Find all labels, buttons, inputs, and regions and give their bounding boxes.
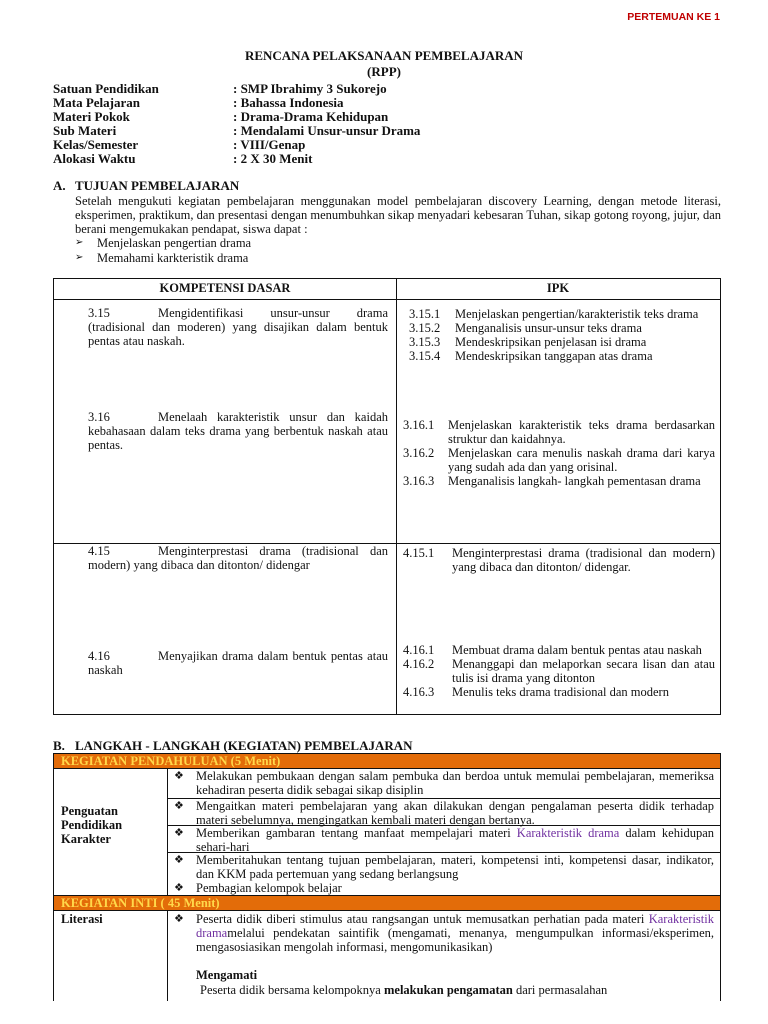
inti-header: KEGIATAN INTI ( 45 Menit) bbox=[54, 896, 720, 910]
diamond-bullet-icon: ❖ bbox=[174, 913, 184, 925]
activity-item bbox=[174, 912, 714, 954]
objective-text: Memahami karkteristik drama bbox=[97, 250, 249, 265]
diamond-bullet-icon: ❖ bbox=[174, 882, 184, 894]
ipk-item bbox=[403, 446, 715, 474]
kd-column-header: KOMPETENSI DASAR bbox=[159, 281, 291, 295]
ipk-code: 3.15.4 bbox=[409, 349, 441, 363]
ipk-item bbox=[403, 546, 715, 574]
ipk-code: 3.16.1 bbox=[403, 418, 435, 432]
competency-table bbox=[53, 278, 721, 715]
activity-text-end: melalui pendekatan saintifik (mengamati, menanya, mengumpulkan informasi/eksperimen, mengasosiasikan mengolah informasi, mengomunikasikan) bbox=[196, 926, 714, 954]
activity-text-start: Peserta didik diberi stimulus atau rangsangan untuk memusatkan perhatian pada materi bbox=[196, 912, 649, 926]
kd-code: 3.16 bbox=[88, 410, 110, 424]
identity-value: : Bahassa Indonesia bbox=[233, 95, 344, 110]
activity-text: Melakukan pembukaan dengan salam pembuka dan berdoa untuk memulai pembelajaran, memeriksa kehadiran peserta didik sebagai sikap disiplin bbox=[196, 769, 714, 797]
activity-item bbox=[174, 826, 714, 854]
ipk-code: 3.15.1 bbox=[409, 307, 441, 321]
section-a-number: A. bbox=[53, 178, 66, 193]
ipk-text: Menganalisis langkah- langkah pementasan drama bbox=[448, 474, 701, 488]
ipk-text: Mendeskripsikan penjelasan isi drama bbox=[455, 335, 647, 349]
activity-text: Pembagian kelompok belajar bbox=[196, 881, 342, 895]
diamond-bullet-icon: ❖ bbox=[174, 854, 184, 866]
topic-highlight: Karakteristik drama bbox=[516, 826, 620, 840]
identity-value: : SMP Ibrahimy 3 Sukorejo bbox=[233, 81, 387, 96]
ipk-list bbox=[403, 643, 715, 699]
identity-label: Alokasi Waktu bbox=[53, 151, 136, 166]
identity-value: : Drama-Drama Kehidupan bbox=[233, 109, 389, 124]
activity-text bbox=[196, 912, 714, 954]
ipk-code: 3.15.2 bbox=[409, 321, 441, 335]
ipk-item bbox=[409, 335, 715, 349]
activity-text-end: dalam kehidupan sehari-hari bbox=[196, 826, 715, 854]
activity-item bbox=[174, 881, 714, 895]
activities-table bbox=[53, 753, 721, 1001]
identity-row bbox=[53, 82, 420, 96]
ppk-label: Penguatan Pendidikan Karakter bbox=[61, 804, 123, 846]
activity-item bbox=[200, 983, 714, 997]
literasi-label: Literasi bbox=[61, 912, 103, 926]
identity-value: : 2 X 30 Menit bbox=[233, 151, 313, 166]
ipk-item bbox=[403, 685, 715, 699]
kd-code: 4.16 bbox=[88, 649, 110, 663]
ipk-code: 4.16.3 bbox=[403, 685, 435, 699]
identity-label: Satuan Pendidikan bbox=[53, 81, 159, 96]
ipk-item bbox=[409, 307, 715, 321]
diamond-bullet-icon: ❖ bbox=[174, 770, 184, 782]
kd-item bbox=[88, 649, 388, 677]
activity-text-start: Peserta didik bersama kelompoknya bbox=[200, 983, 384, 997]
identity-value: : Mendalami Unsur-unsur Drama bbox=[233, 123, 421, 138]
ipk-code: 3.16.3 bbox=[403, 474, 435, 488]
row-divider bbox=[54, 910, 720, 911]
objective-text: Menjelaskan pengertian drama bbox=[97, 235, 252, 250]
section-b-number: B. bbox=[53, 738, 65, 753]
ipk-column-header: IPK bbox=[546, 281, 570, 295]
activity-text-start: Memberikan gambaran tentang manfaat mempelajari materi bbox=[196, 826, 517, 840]
identity-block bbox=[53, 82, 420, 166]
ipk-code: 3.15.3 bbox=[409, 335, 441, 349]
activity-item bbox=[174, 769, 714, 797]
identity-label: Mata Pelajaran bbox=[53, 95, 141, 110]
identity-row bbox=[53, 110, 420, 124]
kd-text: Menyajikan drama dalam bentuk pentas atau naskah bbox=[88, 649, 388, 677]
kd-text: Menginterprestasi drama (tradisional dan modern) yang dibaca dan ditonton/ didengar bbox=[88, 544, 388, 572]
identity-row bbox=[53, 152, 420, 166]
identity-label: Kelas/Semester bbox=[53, 137, 139, 152]
doc-subtitle: (RPP) bbox=[367, 64, 401, 79]
identity-row bbox=[53, 138, 420, 152]
row-divider bbox=[54, 299, 720, 300]
mengamati-label: Mengamati bbox=[196, 968, 258, 982]
kd-code: 3.15 bbox=[88, 306, 110, 320]
activity-item bbox=[174, 799, 714, 827]
meeting-label: PERTEMUAN KE 1 bbox=[627, 11, 720, 23]
objective-list bbox=[75, 235, 251, 265]
kd-code: 4.15 bbox=[88, 544, 110, 558]
ipk-text: Membuat drama dalam bentuk pentas atau naskah bbox=[452, 643, 702, 657]
section-b-title: LANGKAH - LANGKAH (KEGIATAN) PEMBELAJARAN bbox=[75, 738, 413, 753]
doc-title: RENCANA PELAKSANAAN PEMBELAJARAN bbox=[244, 48, 524, 63]
section-b-heading bbox=[53, 739, 413, 753]
ipk-list bbox=[409, 307, 715, 363]
diamond-bullet-icon: ❖ bbox=[174, 800, 184, 812]
kd-item bbox=[88, 410, 388, 452]
identity-label: Materi Pokok bbox=[53, 109, 130, 124]
ipk-text: Menginterprestasi drama (tradisional dan modern) yang dibaca dan ditonton/ didengar. bbox=[452, 546, 715, 574]
ipk-text: Menjelaskan pengertian/karakteristik teks drama bbox=[455, 307, 699, 321]
kd-item bbox=[88, 544, 388, 572]
ipk-item bbox=[403, 474, 715, 488]
section-a-paragraph: Setelah mengukuti kegiatan pembelajaran menggunakan model pembelajaran discovery Learning, dengan metode literasi, eksperimen, praktikum, dan presentasi dengan menumbuhkan sikap menyadari kebesaran Tuhan, sikap gotong royong, jujur, dan berani mengemukakan pendapat, siswa dapat : bbox=[75, 194, 721, 236]
topic-highlight: Karakteristik drama bbox=[196, 912, 714, 940]
ipk-code: 4.16.1 bbox=[403, 643, 435, 657]
activity-text: Mengaitkan materi pembelajaran yang akan dilakukan dengan pengalaman peserta didik terhadap materi sebelumnya, mengingatkan kembali materi dengan bertanya. bbox=[196, 799, 714, 827]
kd-text: Mengidentifikasi unsur-unsur drama (tradisional dan moderen) yang disajikan dalam bentuk pentas atau naskah. bbox=[88, 306, 388, 348]
column-divider bbox=[167, 910, 168, 1001]
ipk-text: Menganalisis unsur-unsur teks drama bbox=[455, 321, 642, 335]
activity-text bbox=[200, 983, 714, 997]
identity-value: : VIII/Genap bbox=[233, 137, 306, 152]
ipk-item bbox=[403, 643, 715, 657]
pendahuluan-header: KEGIATAN PENDAHULUAN (5 Menit) bbox=[54, 754, 720, 768]
ipk-item bbox=[403, 418, 715, 446]
ipk-item bbox=[409, 321, 715, 335]
activity-text bbox=[196, 826, 714, 854]
ipk-code: 4.15.1 bbox=[403, 546, 435, 560]
activity-text: Memberitahukan tentang tujuan pembelajaran, materi, kompetensi inti, kompetensi dasar, indikator, dan KKM pada pertemuan yang sedang berlangsung bbox=[196, 853, 714, 881]
ipk-list bbox=[403, 546, 715, 574]
column-divider bbox=[167, 768, 168, 895]
ipk-list bbox=[403, 418, 715, 488]
ipk-item bbox=[409, 349, 715, 363]
ipk-code: 4.16.2 bbox=[403, 657, 435, 671]
kd-text: Menelaah karakteristik unsur dan kaidah kebahasaan dalam teks drama yang berbentuk naskah atau pentas. bbox=[88, 410, 388, 452]
activity-bold: melakukan pengamatan bbox=[383, 983, 513, 997]
activity-item bbox=[174, 853, 714, 881]
section-a-heading bbox=[53, 179, 239, 193]
ipk-text: Mendeskripsikan tanggapan atas drama bbox=[455, 349, 653, 363]
identity-row bbox=[53, 96, 420, 110]
column-divider bbox=[396, 279, 397, 714]
ipk-text: Menjelaskan cara menulis naskah drama dari karya yang sudah ada dan yang orisinal. bbox=[448, 446, 715, 474]
ipk-text: Menanggapi dan melaporkan secara lisan dan atau tulis isi drama yang ditonton bbox=[452, 657, 715, 685]
list-item bbox=[75, 235, 251, 250]
kd-item bbox=[88, 306, 388, 348]
arrow-bullet-icon: ➢ bbox=[75, 251, 84, 263]
ipk-text: Menulis teks drama tradisional dan modern bbox=[452, 685, 669, 699]
ipk-item bbox=[403, 657, 715, 685]
ipk-text: Menjelaskan karakteristik teks drama berdasarkan struktur dan kaidahnya. bbox=[448, 418, 715, 446]
diamond-bullet-icon: ❖ bbox=[174, 827, 184, 839]
identity-label: Sub Materi bbox=[53, 123, 117, 138]
arrow-bullet-icon: ➢ bbox=[75, 236, 84, 248]
activity-text-end: dari permasalahan bbox=[512, 983, 608, 997]
ipk-code: 3.16.2 bbox=[403, 446, 435, 460]
list-item bbox=[75, 250, 251, 265]
section-a-title: TUJUAN PEMBELAJARAN bbox=[75, 178, 240, 193]
identity-row bbox=[53, 124, 420, 138]
